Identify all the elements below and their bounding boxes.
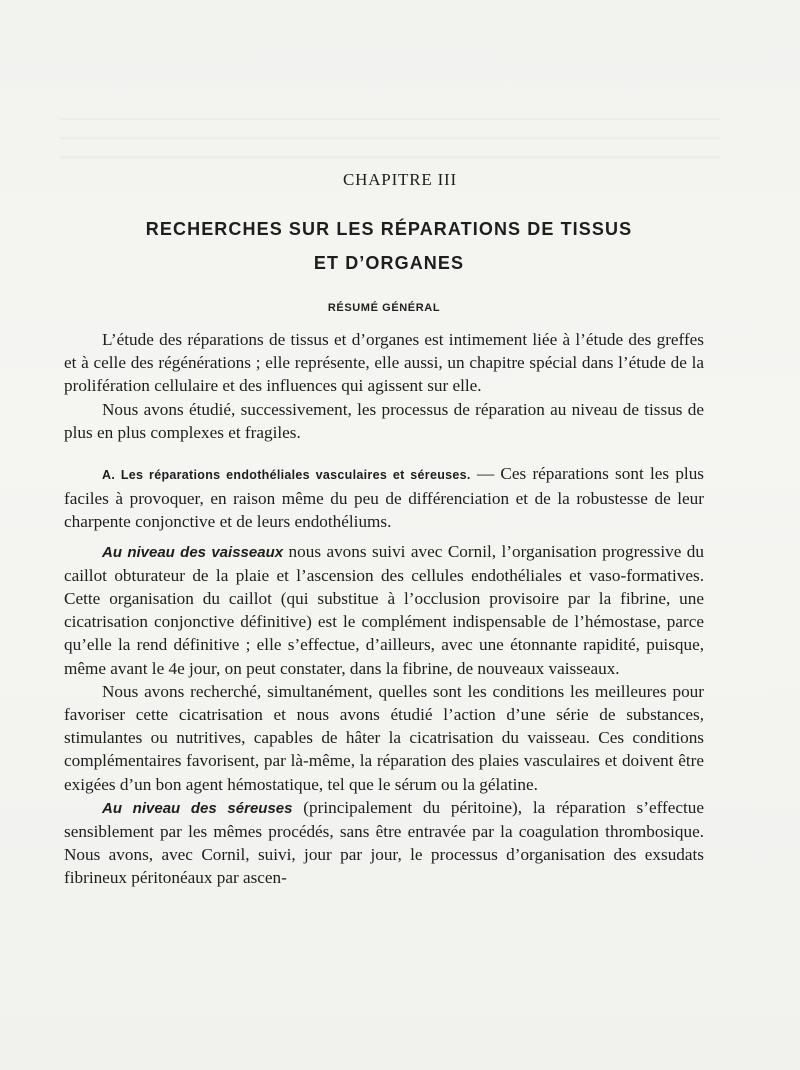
- serous-text: (principalement du péritoine), la réparation s’effectue sensiblement par les mêmes procédés, sans être entravée par la coagulation thrombosique. Nous avons, avec Cornil, suivi, jour par jour, le processus d’organisation des exsudats fibrineux péritonéaux par ascen-: [64, 797, 704, 888]
- paragraph-vessels: [64, 540, 704, 680]
- page-content: [64, 160, 704, 890]
- show-through-text: [60, 118, 720, 158]
- paragraph-conditions: Nous avons recherché, simultanément, quelles sont les conditions les meilleures pour favoriser cette cicatrisation et nous avons étudié l’action d’une série de substances, stimulantes ou nutritives, capables de hâter la cicatrisation du vaisseau. Ces conditions complémentaires favorisent, par là-même, la réparation des plaies vasculaires et doivent être exigées d’un bon agent hémostatique, tel que le sérum ou la gélatine.: [64, 681, 704, 794]
- paragraph-endothelial: [64, 462, 704, 534]
- section-heading: RÉSUMÉ GÉNÉRAL: [327, 302, 441, 314]
- title-line-2: ET D’ORGANES: [313, 253, 465, 273]
- title-line-1: RECHERCHES SUR LES RÉPARATIONS DE TISSUS: [145, 219, 633, 239]
- paragraph-intro: L’étude des réparations de tissus et d’organes est intimement liée à l’étude des greffes et à celle des régénérations ; elle représente, elle aussi, un chapitre spécial dans l’étude de la prolifération cellulaire et des influences qui agissent sur elle.: [64, 330, 704, 396]
- chapter-title: [74, 212, 704, 280]
- vessels-lead: Au niveau des vaisseaux: [102, 543, 284, 561]
- vessels-text: nous avons suivi avec Cornil, l’organisation progressive du caillot obturateur de la plaie et l’ascension des cellules endothéliales et vaso-formatives. Cette organisation du caillot (qui substitue à l’occlusion provisoire par la fibrine, une cicatrisation conjonctive définitive) est le complément indispensable de l’hémostase, parce qu’elle la rend définitive ; elle s’effectue, d’ailleurs, avec une étonnante rapidité, puisque, même avant le 4e jour, on peut constater, dans la fibrine, de nouveaux vaisseaux.: [64, 541, 704, 678]
- section-a-heading: A. Les réparations endothéliales vasculaires et séreuses.: [102, 468, 471, 483]
- section-a-text: — Ces réparations sont les plus faciles à provoquer, en raison même du peu de différenciation et de la robustesse de leur charpente conjonctive et de leurs endothéliums.: [64, 464, 704, 532]
- chapter-heading: CHAPITRE III: [343, 170, 457, 189]
- paragraph-serous: [64, 796, 704, 890]
- serous-lead: Au niveau des séreuses: [102, 799, 293, 817]
- paragraph-overview: Nous avons étudié, successivement, les processus de réparation au niveau de tissus de plus en plus complexes et fragiles.: [64, 399, 704, 442]
